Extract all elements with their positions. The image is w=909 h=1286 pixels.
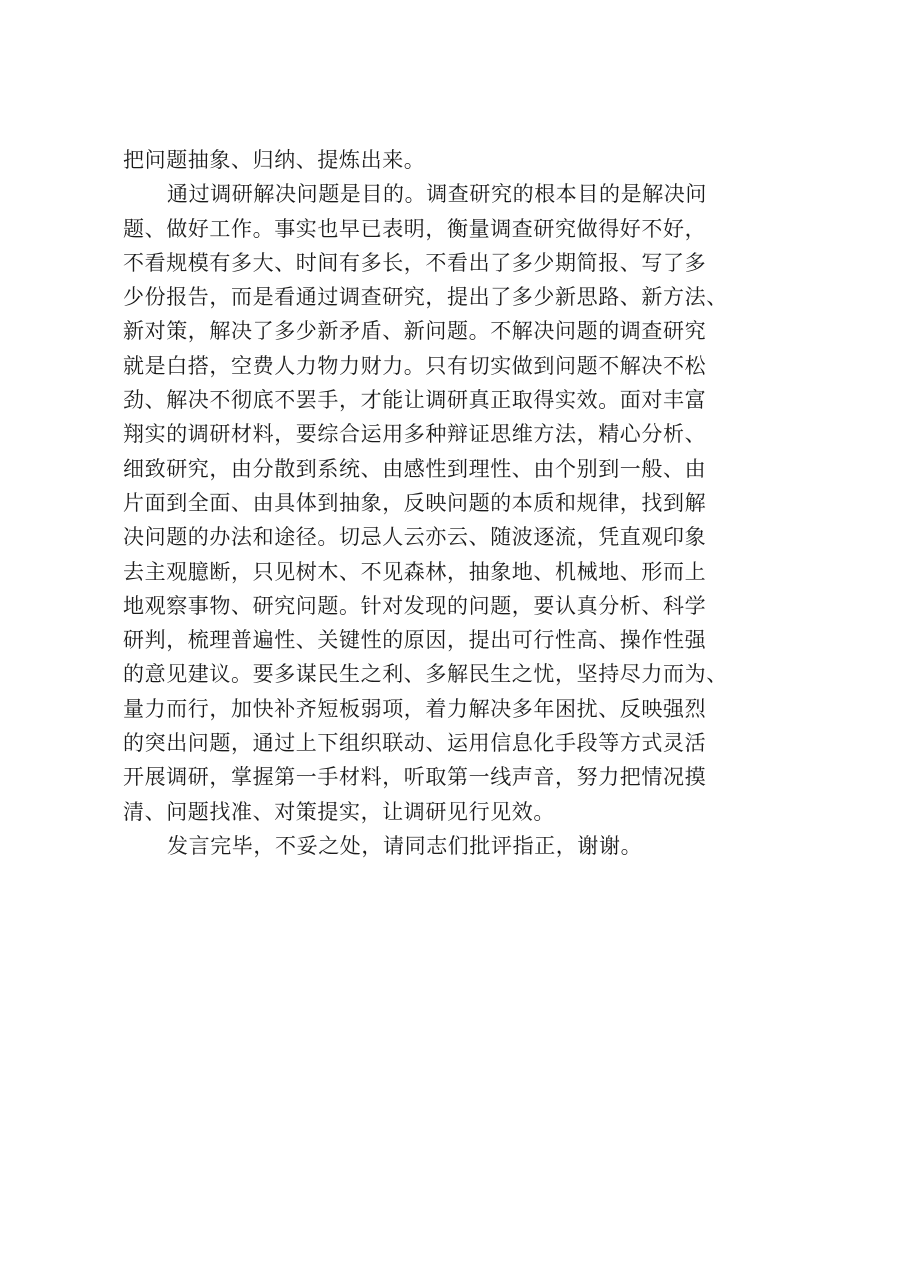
paragraph-start-line: 通过调研解决问题是目的。调查研究的根本目的是解决问 — [167, 182, 707, 207]
text-line: 片面到全面、由具体到抽象，反映问题的本质和规律，找到解 — [123, 490, 707, 515]
text-line: 研判，梳理普遍性、关键性的原因，提出可行性高、操作性强 — [123, 628, 707, 653]
text-line: 清、问题找准、对策提实，让调研见行见效。 — [123, 799, 555, 824]
text-line: 不看规模有多大、时间有多长，不看出了多少期简报、写了多 — [123, 250, 707, 275]
text-line: 把问题抽象、归纳、提炼出来。 — [123, 148, 426, 172]
text-line: 细致研究，由分散到系统、由感性到理性、由个别到一般、由 — [123, 456, 707, 481]
text-line: 开展调研，掌握第一手材料，听取第一线声音，努力把情况摸 — [123, 765, 707, 790]
text-line: 地观察事物、研究问题。针对发现的问题，要认真分析、科学 — [123, 593, 707, 618]
text-line: 题、做好工作。事实也早已表明，衡量调查研究做得好不好， — [123, 216, 707, 241]
text-line: 翔实的调研材料，要综合运用多种辩证思维方法，精心分析、 — [123, 422, 707, 447]
text-line: 新对策，解决了多少新矛盾、新问题。不解决问题的调查研究 — [123, 319, 707, 344]
body-text — [123, 143, 823, 863]
text-line: 就是白搭，空费人力物力财力。只有切实做到问题不解决不松 — [123, 353, 707, 378]
text-line: 的突出问题，通过上下组织联动、运用信息化手段等方式灵活 — [123, 731, 707, 756]
text-line: 决问题的办法和途径。切忌人云亦云、随波逐流，凭直观印象 — [123, 525, 707, 550]
closing-remarks-line: 发言完毕，不妥之处，请同志们批评指正，谢谢。 — [167, 833, 643, 858]
text-line: 少份报告，而是看通过调查研究，提出了多少新思路、新方法、 — [123, 285, 728, 310]
text-line: 劲、解决不彻底不罢手，才能让调研真正取得实效。面对丰富 — [123, 388, 707, 413]
text-line: 量力而行，加快补齐短板弱项，着力解决多年困扰、反映强烈 — [123, 696, 707, 721]
text-line: 去主观臆断，只见树木、不见森林，抽象地、机械地、形而上 — [123, 559, 707, 584]
text-line: 的意见建议。要多谋民生之利、多解民生之忧，坚持尽力而为、 — [123, 662, 728, 687]
